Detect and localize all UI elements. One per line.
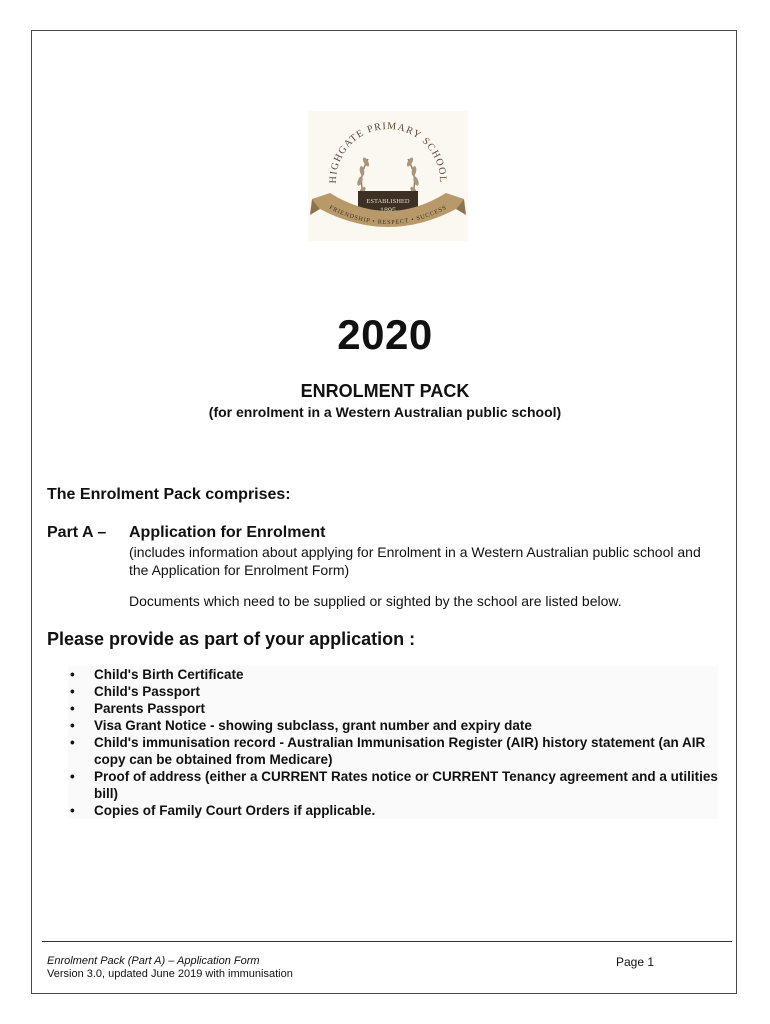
- part-a-title: Application for Enrolment: [129, 524, 326, 541]
- part-a-description: (includes information about applying for Enrolment in a Western Australian public school and the Application for Enrolment Form): [129, 544, 701, 578]
- list-item: [68, 700, 718, 717]
- requirements-list: [68, 666, 718, 819]
- requirement-text: Child's immunisation record - Australian Immunisation Register (AIR) history statement (an AIR copy can be obtained from Medicare): [94, 735, 706, 767]
- list-item: [68, 802, 718, 819]
- requirement-text: Child's Birth Certificate: [94, 667, 244, 682]
- svg-text:1895: 1895: [380, 206, 396, 215]
- bullet-icon: •: [70, 684, 75, 699]
- footer-version: Version 3.0, updated June 2019 with immunisation: [47, 968, 293, 980]
- bullet-icon: •: [70, 701, 75, 716]
- requirement-text: Visa Grant Notice - showing subclass, grant number and expiry date: [94, 718, 532, 733]
- comprises-heading: The Enrolment Pack comprises:: [47, 486, 291, 503]
- svg-text:HIGHGATE PRIMARY SCHOOL: HIGHGATE PRIMARY SCHOOL: [327, 120, 449, 184]
- document-page: [31, 30, 737, 994]
- list-item: [68, 768, 718, 802]
- svg-text:ESTABLISHED: ESTABLISHED: [366, 198, 410, 205]
- requirement-text: Parents Passport: [94, 701, 206, 716]
- footer-document-title: Enrolment Pack (Part A) – Application Form: [47, 955, 260, 967]
- cover-year: 2020: [337, 311, 433, 358]
- requirement-text: Copies of Family Court Orders if applicable.: [94, 803, 376, 818]
- cover-subtitle: (for enrolment in a Western Australian public school): [208, 404, 562, 420]
- part-a-label: Part A –: [47, 524, 107, 541]
- school-crest-logo: [308, 111, 468, 241]
- bullet-icon: •: [70, 803, 75, 818]
- footer-page-number: Page 1: [616, 955, 655, 969]
- list-item: [68, 666, 718, 683]
- bullet-icon: •: [70, 718, 75, 733]
- bullet-icon: •: [70, 667, 75, 682]
- list-item: [68, 683, 718, 700]
- part-a-documents-note: Documents which need to be supplied or sighted by the school are listed below.: [129, 593, 622, 609]
- footer-divider: [42, 941, 732, 942]
- bullet-icon: •: [70, 769, 75, 784]
- list-item: [68, 717, 718, 734]
- cover-title: ENROLMENT PACK: [300, 381, 470, 401]
- bullet-icon: •: [70, 735, 75, 750]
- requirement-text: Proof of address (either a CURRENT Rates notice or CURRENT Tenancy agreement and a utilities bill): [94, 769, 718, 801]
- list-item: [68, 734, 718, 768]
- svg-text:FRIENDSHIP • RESPECT • SUCCESS: FRIENDSHIP • RESPECT • SUCCESS: [327, 204, 449, 227]
- provide-heading: Please provide as part of your application :: [47, 629, 416, 649]
- requirement-text: Child's Passport: [94, 684, 200, 699]
